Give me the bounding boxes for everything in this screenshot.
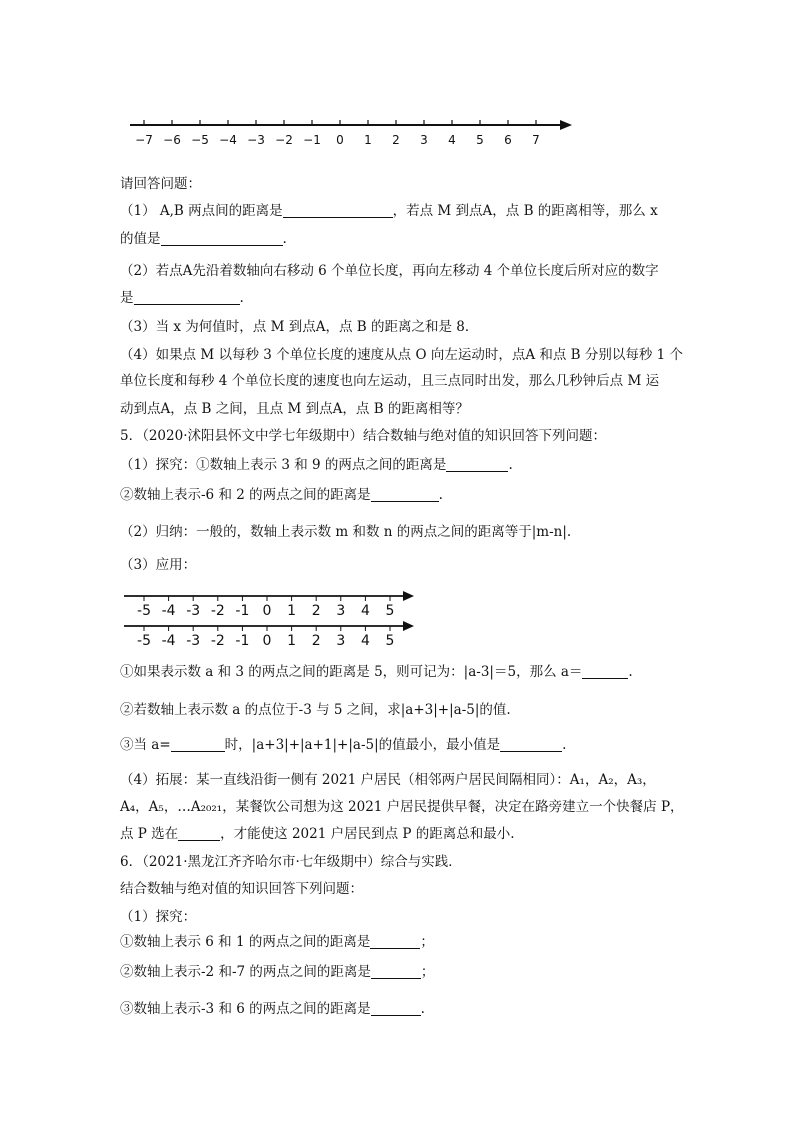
p5-text-7c: . <box>562 737 567 753</box>
answer-blank[interactable] <box>161 231 283 246</box>
axis-tick-label: 4 <box>360 603 370 619</box>
q4-line-1: （4）如果点 M 以每秒 3 个单位长度的速度从点 O 向左运动时，点A 和点 B 分别以每秒 1 个 <box>120 347 684 363</box>
problem-5-title: 5．（2020·沭阳县怀文中学七年级期中）结合数轴与绝对值的知识回答下列问题： <box>120 428 606 444</box>
axis-tick-label: −2 <box>275 133 293 147</box>
axis-row <box>124 591 414 619</box>
axis-tick-label: 4 <box>448 133 456 147</box>
intro-line: 请回答问题： <box>120 176 201 192</box>
p6-text-5a: ③数轴上表示-3 和 6 的两点之间的距离是 <box>120 1001 371 1017</box>
p5-text-1b: . <box>508 457 513 473</box>
answer-blank[interactable] <box>370 934 420 949</box>
q2-line-1: （2）若点A先沿着数轴向右移动 6 个单位长度，再向左移动 4 个单位长度后所对应的数字 <box>120 263 659 279</box>
answer-blank[interactable] <box>500 737 562 752</box>
axis-tick-label: −1 <box>303 133 321 147</box>
axis-tick-label: −6 <box>163 133 181 147</box>
p5-line-4: （3）应用： <box>120 557 197 573</box>
axis-labels <box>135 133 540 147</box>
axis-tick-label: 5 <box>385 603 395 619</box>
axis-row <box>124 621 414 648</box>
p6-text-4a: ②数轴上表示-2 和-7 的两点之间的距离是 <box>120 964 371 980</box>
axis-arrow <box>560 120 572 130</box>
axis-tick-label: -2 <box>210 633 225 648</box>
axis-arrow <box>403 621 414 631</box>
problem-6-title: 6．（2021·黑龙江齐齐哈尔市·七年级期中）综合与实践． <box>120 854 462 870</box>
p5-line-5 <box>120 664 633 680</box>
axis-tick-label: -1 <box>235 633 250 648</box>
axis-tick-label: −7 <box>135 133 153 147</box>
p5-line-9: A₄，A₅，…A₂₀₂₁，某餐饮公司想为这 2021 户居民提供早餐，决定在路旁建立一个快餐店 P， <box>120 799 684 815</box>
p5-text-10a: 点 P 选在 <box>120 826 179 842</box>
answer-blank[interactable] <box>371 964 421 979</box>
axis-tick-label: 2 <box>392 133 400 147</box>
axis-tick-label: -4 <box>161 633 176 648</box>
p5-line-1 <box>120 457 513 473</box>
axis-tick-label: 0 <box>262 603 272 619</box>
answer-blank[interactable] <box>446 457 508 472</box>
axis-tick-label: 0 <box>336 133 344 147</box>
p6-line-5 <box>120 1001 425 1017</box>
p6-text-4b: ； <box>420 964 435 980</box>
axis-tick-label: 1 <box>364 133 372 147</box>
axis-tick-label: 4 <box>360 633 370 648</box>
q2-line-2 <box>120 290 244 306</box>
p5-text-2a: ②数轴上表示-6 和 2 的两点之间的距离是 <box>120 487 371 503</box>
answer-blank[interactable] <box>371 487 439 502</box>
double-axis <box>124 591 414 648</box>
axis-tick-label: 5 <box>385 633 395 648</box>
q1-line-1 <box>120 203 658 219</box>
answer-blank[interactable] <box>582 664 628 679</box>
answer-blank[interactable] <box>134 290 240 305</box>
p5-text-7b: 时，|a+3|+|a+1|+|a-5|的值最小，最小值是 <box>224 737 501 753</box>
q1-text-b: ，若点 M 到点A，点 B 的距离相等，那么 x <box>392 203 658 219</box>
number-line-1 <box>120 112 580 152</box>
p5-line-8: （4）拓展：某一直线沿街一侧有 2021 户居民（相邻两户居民间隔相同）：A₁，A₂，A₃， <box>120 772 656 788</box>
p6-text-3a: ①数轴上表示 6 和 1 的两点之间的距离是 <box>120 934 371 950</box>
q2-text-b: 是 <box>120 290 134 306</box>
p6-text-3b: ； <box>420 934 434 950</box>
axis-tick-label: −3 <box>247 133 265 147</box>
axis-tick-label: -1 <box>235 603 250 619</box>
q3-line: （3）当 x 为何值时，点 M 到点A，点 B 的距离之和是 8． <box>120 319 479 335</box>
axis-tick-label: 7 <box>532 133 540 147</box>
q4-line-2: 单位长度和每秒 4 个单位长度的速度也向左运动，且三点同时出发，那么几秒钟后点 M 运 <box>120 373 660 389</box>
axis-tick-label: 3 <box>420 133 428 147</box>
p6-text-5b: . <box>420 1001 425 1017</box>
axis-tick-label: -3 <box>186 603 201 619</box>
axis-tick-label: -5 <box>137 633 151 648</box>
axis-tick-label: -2 <box>210 603 225 619</box>
p6-line-1: 结合数轴与绝对值的知识回答下列问题： <box>120 881 363 897</box>
axis-tick-label: 5 <box>476 133 484 147</box>
p6-line-3 <box>120 934 434 950</box>
axis-tick-label: 1 <box>287 603 297 619</box>
p5-text-2b: . <box>438 487 443 503</box>
answer-blank[interactable] <box>171 737 225 752</box>
p5-text-1a: （1）探究：①数轴上表示 3 和 9 的两点之间的距离是 <box>120 457 447 473</box>
axis-arrow <box>403 591 414 601</box>
number-line-2 <box>120 588 430 648</box>
answer-blank[interactable] <box>283 203 393 218</box>
p5-line-6: ②若数轴上表示数 a 的点位于-3 与 5 之间，求|a+3|+|a-5|的值. <box>120 702 511 718</box>
p5-text-5a: ①如果表示数 a 和 3 的两点之间的距离是 5，则可记为：|a-3|＝5，那么 a＝ <box>120 664 583 680</box>
q1-text-c: 的值是 <box>120 231 161 247</box>
axis-tick-label: -5 <box>137 603 151 619</box>
axis-tick-label: -4 <box>161 603 176 619</box>
axis-tick-label: 0 <box>262 633 272 648</box>
q4-line-3: 动到点A，点 B 之间，且点 M 到点A，点 B 的距离相等？ <box>120 401 469 417</box>
q1-line-2 <box>120 231 287 247</box>
axis-tick-label: 2 <box>311 603 321 619</box>
p5-text-7a: ③当 a= <box>120 737 171 753</box>
axis-tick-label: -3 <box>186 633 201 648</box>
p5-text-10b: ，才能使这 2021 户居民到点 P 的距离总和最小. <box>220 826 515 842</box>
p5-line-7 <box>120 737 566 753</box>
axis-tick-label: −4 <box>219 133 237 147</box>
axis-tick-label: −5 <box>191 133 209 147</box>
answer-blank[interactable] <box>178 826 220 841</box>
q1-text-d: . <box>282 231 287 247</box>
p6-line-2: （1）探究： <box>120 909 197 925</box>
p6-line-4 <box>120 964 434 980</box>
axis-tick-label: 3 <box>336 633 346 648</box>
p5-line-2 <box>120 487 443 503</box>
answer-blank[interactable] <box>371 1001 421 1016</box>
p5-line-10 <box>120 826 515 842</box>
axis-tick-label: 1 <box>287 633 297 648</box>
axis-tick-label: 3 <box>336 603 346 619</box>
p5-line-3: （2）归纳：一般的，数轴上表示数 m 和数 n 的两点之间的距离等于|m-n|. <box>120 524 572 540</box>
q2-text-c: . <box>239 290 244 306</box>
q1-text-a: （1） A,B 两点间的距离是 <box>120 203 283 219</box>
axis-tick-label: 6 <box>504 133 512 147</box>
p5-text-5b: . <box>628 664 633 680</box>
axis-tick-label: 2 <box>311 633 321 648</box>
